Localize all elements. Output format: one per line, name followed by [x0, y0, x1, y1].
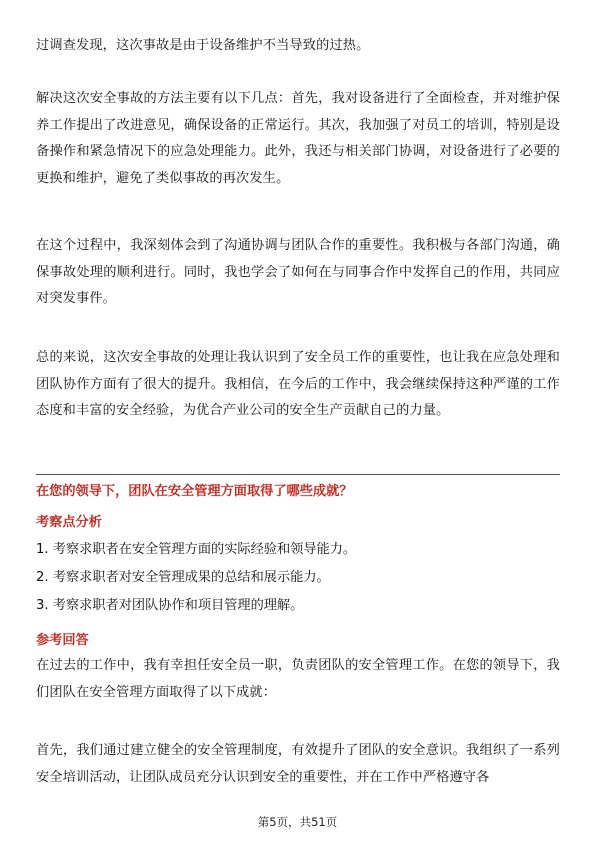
answer-paragraph-1: 在过去的工作中，我有幸担任安全员一职，负责团队的安全管理工作。在您的领导下，我们团队在安全管理方面取得了以下成就：: [36, 658, 560, 700]
paragraph-1: 过调查发现，这次事故是由于设备维护不当导致的过热。: [36, 38, 370, 53]
paragraph-4: 总的来说，这次安全事故的处理让我认识到了安全员工作的重要性，也让我在应急处理和团队协作方面有了很大的提升。我相信，在今后的工作中，我会继续保持这种严谨的工作态度和丰富的安全经验，为优合产业公司的安全生产贡献自己的力量。: [36, 350, 560, 418]
page-number: 第5页，共51页: [257, 815, 338, 829]
analysis-item-2: 2. 考察求职者对安全管理成果的总结和展示能力。: [36, 570, 330, 585]
paragraph-3: 在这个过程中，我深刻体会到了沟通协调与团队合作的重要性。我积极与各部门沟通，确保事故处理的顺利进行。同时，我也学会了如何在与同事合作中发挥自己的作用，共同应对突发事件。: [36, 238, 560, 306]
question-heading: 在您的领导下，团队在安全管理方面取得了哪些成就？: [36, 484, 353, 499]
analysis-heading: 考察点分析: [36, 515, 102, 530]
answer-paragraph-2: 首先，我们通过建立健全的安全管理制度，有效提升了团队的安全意识。我组织了一系列安全培训活动，让团队成员充分认识到安全的重要性，并在工作中严格遵守各: [36, 743, 560, 785]
analysis-item-1: 1. 考察求职者在安全管理方面的实际经验和领导能力。: [36, 542, 357, 557]
section-divider: [36, 474, 560, 475]
answer-heading: 参考回答: [36, 633, 89, 648]
paragraph-2: 解决这次安全事故的方法主要有以下几点：首先，我对设备进行了全面检查，并对维护保养工作提出了改进意见，确保设备的正常运行。其次，我加强了对员工的培训，特别是设备操作和紧急情况下的应急处理能力。此外，我还与相关部门协调，对设备进行了必要的更换和维护，避免了类似事故的再次发生。: [36, 91, 560, 186]
analysis-item-3: 3. 考察求职者对团队协作和项目管理的理解。: [36, 598, 304, 613]
